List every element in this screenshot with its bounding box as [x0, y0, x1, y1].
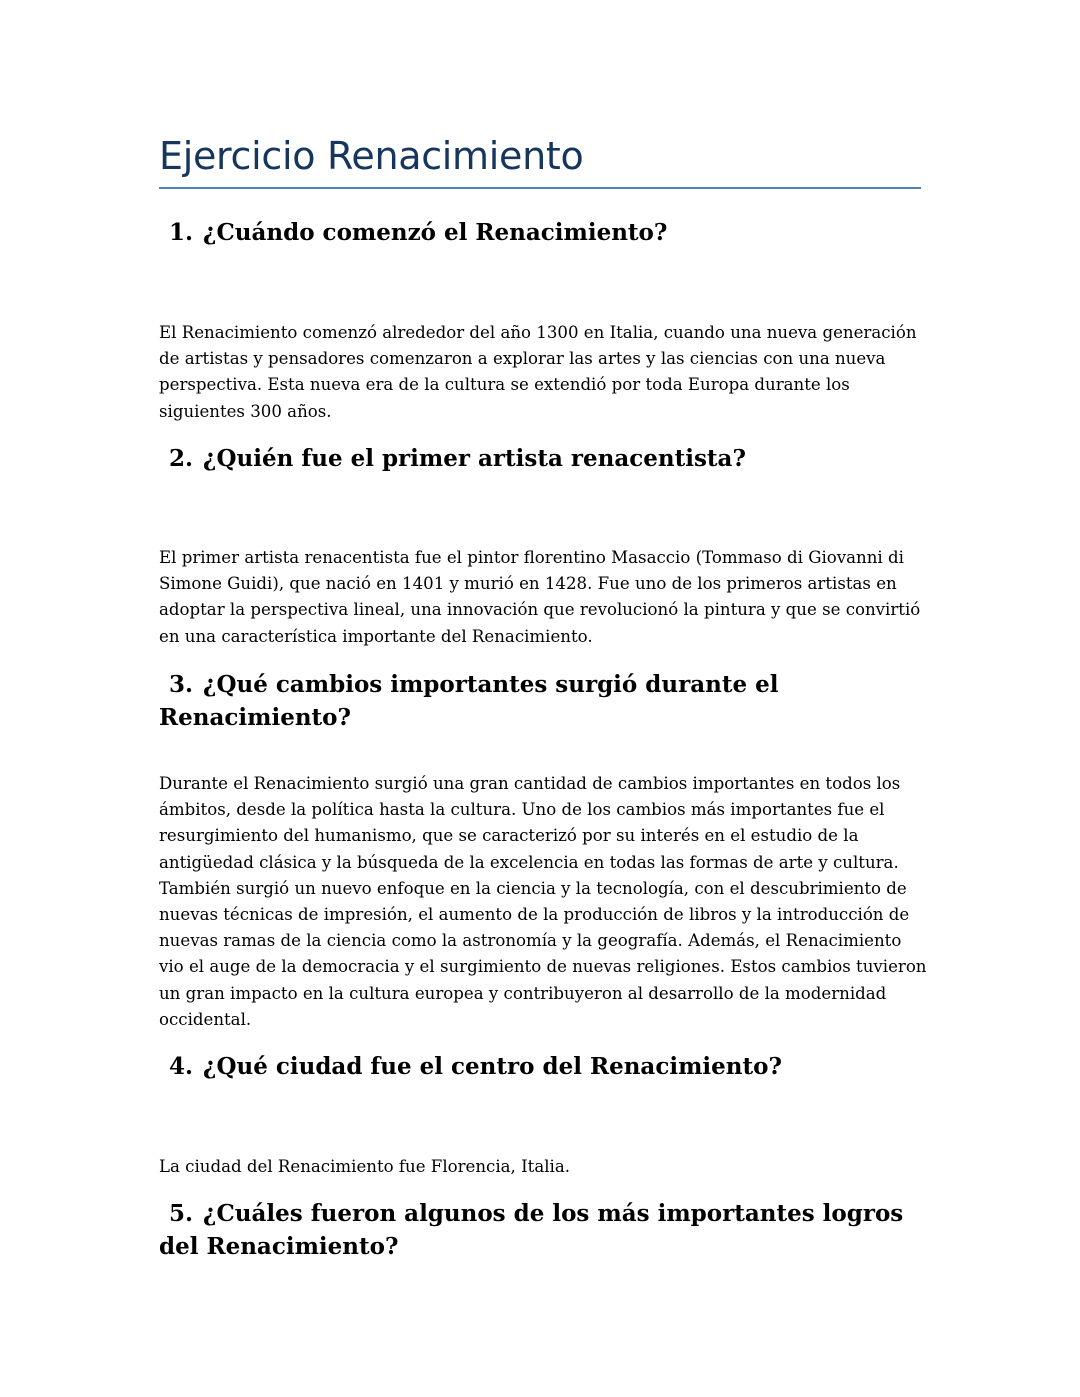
question-4-heading — [159, 1050, 921, 1083]
question-number: 4. — [169, 1053, 194, 1080]
question-number: 3. — [169, 671, 194, 698]
answer-2: El primer artista renacentista fue el pintor florentino Masaccio (Tommaso di Giovanni di Simone Guidi), que nació en 1401 y murió en 1428. Fue uno de los primeros artistas en adoptar la perspectiva lineal, una innovación que revolucionó la pintura y que se convirtió en una característica importante del Renacimiento. — [159, 548, 921, 646]
question-number: 1. — [169, 219, 194, 246]
question-text: ¿Cuáles fueron algunos de los más importantes logros del Renacimiento? — [159, 1200, 904, 1260]
question-text: ¿Qué cambios importantes surgió durante el Renacimiento? — [159, 671, 779, 731]
answer-1: El Renacimiento comenzó alrededor del año 1300 en Italia, cuando una nueva generación de artistas y pensadores comenzaron a explorar las artes y las ciencias con una nueva perspectiva. Esta nueva era de la cultura se extendió por toda Europa durante los siguientes 300 años. — [159, 323, 917, 421]
title-underline — [159, 187, 921, 189]
question-text: ¿Qué ciudad fue el centro del Renacimiento? — [203, 1053, 782, 1080]
question-3-heading — [159, 668, 921, 734]
question-number: 2. — [169, 445, 194, 472]
question-text: ¿Quién fue el primer artista renacentista? — [203, 445, 746, 472]
answer-4: La ciudad del Renacimiento fue Florencia, Italia. — [159, 1157, 571, 1176]
question-2-heading — [159, 442, 921, 475]
question-text: ¿Cuándo comenzó el Renacimiento? — [203, 219, 668, 246]
answer-3: Durante el Renacimiento surgió una gran cantidad de cambios importantes en todos los ámbitos, desde la política hasta la cultura. Uno de los cambios más importantes fue el resurgimiento del humanismo, que se caracterizó por su interés en el estudio de la antigüedad clásica y la búsqueda de la excelencia en todas las formas de arte y cultura. También surgió un nuevo enfoque en la ciencia y la tecnología, con el descubrimiento de nuevas técnicas de impresión, el aumento de la producción de libros y la introducción de nuevas ramas de la ciencia como la astronomía y la geografía. Además, el Renacimiento vio el auge de la democracia y el surgimiento de nuevas religiones. Estos cambios tuvieron un gran impacto en la cultura europea y contribuyeron al desarrollo de la modernidad occidental. — [159, 774, 927, 1029]
question-number: 5. — [169, 1200, 194, 1227]
question-1-heading — [159, 216, 921, 249]
question-5-heading — [159, 1197, 921, 1263]
document-title: Ejercicio Renacimiento — [159, 134, 584, 178]
